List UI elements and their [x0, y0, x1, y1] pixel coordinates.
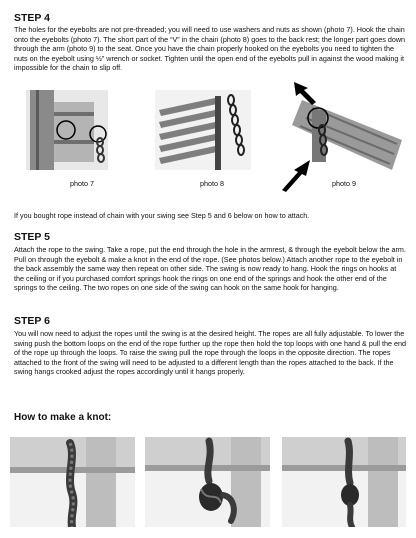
step6-heading: STEP 6 [14, 315, 50, 327]
knot-photo-2 [145, 437, 270, 527]
knot-photo-1 [10, 437, 135, 527]
swing-arm-chain-photo-icon [282, 80, 404, 195]
knot-photo-3 [282, 437, 406, 527]
step4-heading: STEP 4 [14, 12, 50, 24]
photo-8 [155, 90, 251, 170]
photo-7 [26, 90, 108, 170]
rope-knot-forming-icon [145, 437, 270, 527]
rope-knot-finished-icon [282, 437, 406, 527]
photo-9-caption: photo 9 [332, 179, 356, 188]
swing-chain-photo-icon [155, 90, 251, 170]
step5-heading: STEP 5 [14, 231, 50, 243]
knot-heading: How to make a knot: [14, 412, 112, 423]
step6-text: You will now need to adjust the ropes until the swing is at the desired height. The ropes are all fully adjustable. To lower the swing push the bottom loops on the end of the rope further up the rope then hold the top loops with one hand & pull the end of the rope up through the loops. To raise the swing pull the rope through the loops in the opposite direction. The ropes attached to the front of the swing will need to be adjusted to a different length than the ropes attached to the back. If the swing hangs crooked adjust the ropes accordingly until it hangs properly. [14, 329, 406, 377]
rope-through-eyebolt-icon [10, 437, 135, 527]
rope-note: If you bought rope instead of chain with your swing see Step 5 and 6 below on how to attach. [14, 211, 310, 220]
photo-9 [282, 80, 404, 195]
photo-7-caption: photo 7 [70, 179, 94, 188]
photo-8-caption: photo 8 [200, 179, 224, 188]
step5-text: Attach the rope to the swing. Take a rope, put the end through the hole in the armrest, & through the eyebolt below the arm. Pull on through the eyebolt & make a knot in the end of the rope. (See photos below.) Attach another rope to the eyebolt in the back assembly the same way then repeat on other side. The swing is now ready to hang. Hook the rings on hooks at the ceiling or if you purchased comfort springs hook the rings on one end of the springs and hook the other end of the springs to the ceiling. The two ropes on one side of the swing can hook on the same hook for hanging. [14, 245, 406, 293]
swing-eyebolt-photo-icon [26, 90, 108, 170]
step4-text: The holes for the eyebolts are not pre-threaded; you will need to use washers and nuts as shown (photo 7). Hook the chain onto the eyebolts (photo 7). The short part of the “V” in the chain (photo 8) goes to the back rest; the longer part goes down through the arm (photo 9) to the seat. Once you have the chain properly hooked on the eyebolts you need to tighten the nuts on the eyebolt using ½” wrench or socket. Tighten until the open end of the eyebolts pull in against the wood making it impossible for the chain to slip off. [14, 25, 406, 73]
